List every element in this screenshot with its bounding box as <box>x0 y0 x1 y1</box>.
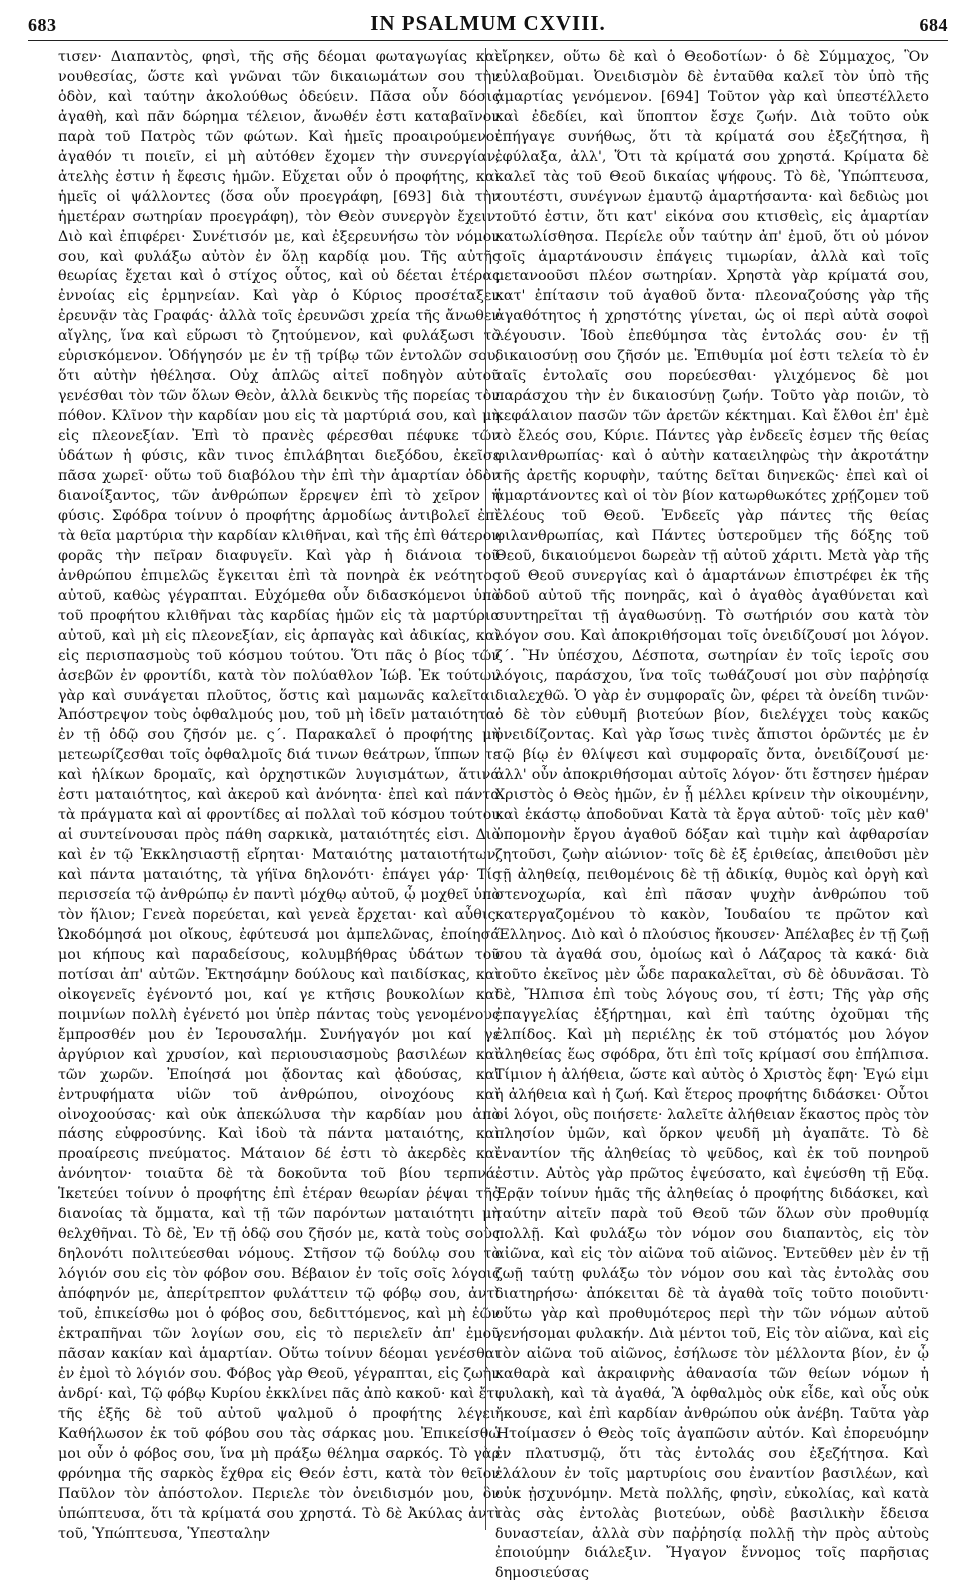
left-column-text: τισεν· Διαπαντὸς, φησὶ, τῆς σῆς δέομαι φωταγωγίας καὶ νουθεσίας, ὥστε καὶ γνῶναι τῶν δικαιωμάτων σου τὴν ὁδὸν, καὶ ταύτην ἀκολούθως ὁδεύειν. Πᾶσα οὖν δόσις ἀγαθὴ, καὶ πᾶν δώρημα τέλειον, ἄνωθέν ἐστι καταβαῖνον παρὰ τοῦ Πατρὸς τῶν φώτων. Καὶ ἡμεῖς προαιρούμενοι ἀγαθόν τι ποιεῖν, εἰ μὴ αὐτόθεν ἔχομεν τὴν συνεργίαν, ἀτελὴς ἐστιν ἡ ἔφεσις ἡμῶν. Εὔχεται οὖν ὁ προφήτης, καὶ ἡμεῖς οἱ ψάλλοντες (ὅσα οὖν προεγράφη, [693] διὰ τὴν ἡμετέραν σωτηρίαν προεγράφη), τὸν Θεὸν συνεργὸν ἔχειν. Διὸ καὶ ἐπιφέρει· Συνέτισόν με, καὶ ἐξερευνήσω τὸν νόμον σου, καὶ φυλάξω αὐτὸν ἐν ὅλῃ καρδίᾳ μου. Τῆς αὐτῆς θεωρίας ἔχεται καὶ ὁ στίχος οὗτος, καὶ οὐ δέεται ἑτέρας ἐννοίας εἰς ἑρμηνείαν. Καὶ γὰρ ὁ Κύριος προσέταξεν ἐρευνᾷν τὰς Γραφάς· ἀλλὰ τοῖς ἐρευνῶσι χρεία τῆς ἄνωθεν αἴγλης, ἵνα καὶ εὕρωσι τὸ ζητούμενον, καὶ φυλάξωσι τὸ εὑρισκόμενον. Ὁδήγησόν με ἐν τῇ τρίβῳ τῶν ἐντολῶν σου, ὅτι αὐτὴν ἠθέλησα. Οὐχ ἁπλῶς αἰτεῖ ποδηγὸν αὐτοῦ γενέσθαι τὸν τῶν ὅλων Θεὸν, ἀλλὰ δεικνὺς τῆς πορείας τὸν πόθον. Κλῖνον τὴν καρδίαν μου εἰς τὰ μαρτύριά σου, καὶ μὴ εἰς πλεονεξίαν. Ἐπὶ τὸ πρανὲς φέρεσθαι πέφυκε τῶν ὑδάτων ἡ φύσις, κἂν τινος ἐπιλάβηται διεξόδου, ἐκεῖσε πᾶσα χωρεῖ· οὕτω τοῦ διαβόλου τὴν ἐπὶ τὴν ἁμαρτίαν ὁδὸν διανοίξαντος, τῶν ἀνθρώπων ἔρρεψεν ἐπὶ τὸ χεῖρον ἡ φύσις. Σφόδρα τοίνυν ὁ προφήτης ἁρμοδίως ἀντιβολεῖ ἐπὶ τὰ θεῖα μαρτύρια τὴν καρδίαν κλιθῆναι, καὶ τῆς ἐπὶ θάτερον φορᾶς τὴν πεῖραν διαφυγεῖν. Καὶ γὰρ ἡ διάνοια τοῦ ἀνθρώπου ἐπιμελῶς ἔγκειται ἐπὶ τὰ πονηρὰ ἐκ νεότητος αὐτοῦ, καθὼς γέγραπται. Εὐχόμεθα οὖν διδασκόμενοι ὑπὸ τοῦ προφήτου κλιθῆναι τὰς καρδίας ἡμῶν εἰς τὰ μαρτύρια αὐτοῦ, καὶ μὴ εἰς πλεονεξίαν, εἰς ἁρπαγὰς καὶ ἀδικίας, καὶ εἰς περισπασμοὺς τοῦ κόσμου τούτου. Ὅτι πᾶς ὁ βίος τῶν ἀσεβῶν ἐν φροντίδι, κατὰ τὸν πολύαθλον Ἰώβ. Ἐκ τούτων γὰρ καὶ συνάγεται πλοῦτος, ὅστις καὶ μαμωνᾶς καλεῖται. Ἀπόστρεψον τοὺς ὀφθαλμούς μου, τοῦ μὴ ἰδεῖν ματαιότητα· ἐν τῇ ὁδῷ σου ζῆσόν με. ς΄. Παρακαλεῖ ὁ προφήτης μὴ μετεωρίζεσθαι τοῖς ὀφθαλμοῖς διά τινων θεάτρων, ἵππων τε καὶ ἡλίκων δρομαῖς, καὶ ὀρχηστικῶν λυγισμάτων, ἅτινά ἐστι ματαιότητος, καὶ ἀκεροῦ καὶ ἀνόνητα· ἐπεὶ καὶ πάντα τὰ πράγματα καὶ αἱ φροντίδες αἱ πολλαὶ τοῦ κόσμου τούτου αἱ συντείνουσαι πρὸς πάθη σαρκικὰ, ματαιότητές εἰσι. Διὸ καὶ ἐν τῷ Ἐκκλησιαστῇ εἴρηται· Ματαιότης ματαιοτήτων, καὶ πάντα ματαιότης, τὰ γήϊνα δηλονότι· ἐπάγει γάρ· Τίς περισσεία τῷ ἀνθρώπῳ ἐν παντὶ μόχθῳ αὐτοῦ, ᾧ μοχθεῖ ὑπὸ τὸν ἥλιον; Γενεὰ πορεύεται, καὶ γενεὰ ἔρχεται· καὶ αὖθις· Ὠκοδόμησά μοι οἴκους, ἐφύτευσά μοι ἀμπελῶνας, ἐποίησά μοι κήπους καὶ παραδείσους, κολυμβήθρας ὑδάτων τοῦ ποτίσαι ἀπ' αὐτῶν. Ἐκτησάμην δούλους καὶ παιδίσκας, καὶ οἰκογενεῖς ἐγένοντό μοι, καί γε κτῆσις βουκολίων καὶ ποιμνίων πολλὴ ἐγένετό μοι ὑπὲρ πάντας τοὺς γενομένους ἔμπροσθέν μου ἐν Ἱερουσαλήμ. Συνήγαγόν μοι καί γε ἀργύριον καὶ χρυσίον, καὶ περιουσιασμοὺς βασιλέων καὶ τῶν χωρῶν. Ἐποίησά μοι ᾄδοντας καὶ ᾀδούσας, καὶ ἐντρυφήματα υἱῶν τοῦ ἀνθρώπου, οἰνοχόους καὶ οἰνοχοούσας· καὶ οὐκ ἀπεκώλυσα τὴν καρδίαν μου ἀπὸ πάσης εὐφροσύνης. Καὶ ἰδοὺ τὰ πάντα ματαιότης, καὶ προαίρεσις πνεύματος. Μάταιον δέ ἐστι τὸ ἀκερδὲς καὶ ἀνόνητον· τοιαῦτα δὲ τὰ δοκοῦντα τοῦ βίου τερπνά. Ἱκετεύει τοίνυν ὁ προφήτης ἐπὶ ἑτέραν θεωρίαν ῥέψαι τῆς διανοίας τὰ ὄμματα, καὶ τῇ τῶν παρόντων ματαιότητι μὴ θελχθῆναι. Τὸ δὲ, Ἐν τῇ ὁδῷ σου ζῆσόν με, κατὰ τοὺς σοὺς δηλονότι πολιτεύεσθαι νόμους. Στῆσον τῷ δούλῳ σου τὸ λόγιόν σου εἰς τὸν φόβον σου. Βέβαιον ἐν τοῖς σοῖς λόγοις ἀπόφηνόν με, ἀπερίτρεπτον φυλάττειν τῷ φόβῳ σου, ἀντὶ τοῦ, ἐπικείσθω μοι ὁ φόβος σου, δεδιττόμενος, καὶ μὴ ἐῶν ἐκτραπῆναι τῶν λογίων σου, εἰς τὸ περιελεῖν ἀπ' ἐμοῦ πᾶσαν κακίαν καὶ ἁμαρτίαν. Οὕτω τοίνυν δέομαι γενέσθαι ἐν ἐμοὶ τὸ λόγιόν σου. Φόβος γὰρ Θεοῦ, γέγραπται, εἰς ζωὴν ἀνδρί· καὶ, Τῷ φόβῳ Κυρίου ἐκκλίνει πᾶς ἀπὸ κακοῦ· καὶ ἔτι τῆς ἑξῆς δὲ τοῦ αὐτοῦ ψαλμοῦ ὁ προφήτης λέγει· Καθήλωσον ἐκ τοῦ φόβου σου τὰς σάρκας μου. Ἐπικείσθω μοι οὖν ὁ φόβος σου, ἵνα μὴ πράξω θέλημα σαρκός. Τὸ γὰρ φρόνημα τῆς σαρκὸς ἔχθρα εἰς Θεόν ἐστι, κατὰ τὸν θεῖον Παῦλον τὸν ἀπόστολον. Περιελε τὸν ὀνειδισμόν μου, ὃν ὑπώπτευσα, ὅτι τὰ κρίματά σου χρηστά. Τὸ δὲ Ἀκύλας ἀντὶ τοῦ, Ὑπώπτευσα, Ὑπεσταλην <box>58 49 500 1542</box>
page-number-right: 684 <box>919 15 948 35</box>
right-column-text: εἴρηκεν, οὕτω δὲ καὶ ὁ Θεοδοτίων· ὁ δὲ Σύμμαχος, Ὃν εὐλαβοῦμαι. Ὀνειδισμὸν δὲ ἐνταῦθα καλεῖ τὸν ὑπὸ τῆς ἁμαρτίας γενόμενον. [694] Τοῦτον γὰρ καὶ ὑπεστέλλετο καὶ ἐδεδίει, καὶ ὕποπτον ἔσχε ζωήν. Διὰ τοῦτο οὐκ ἐπήγαγε συνήθως, ὅτι τὰ κρίματά σου ἐξεζήτησα, ἢ ἐφύλαξα, ἀλλ', Ὅτι τὰ κρίματά σου χρηστά. Κρίματα δὲ καλεῖ τὰς τοῦ Θεοῦ δικαίας ψήφους. Τὸ δὲ, Ὑπώπτευσα, τουτέστι, συνέγνων ἐμαυτῷ ἁμαρτήσαντα· καὶ δεδιὼς μοι τοῦτό ἐστιν, ὅτι κατ' εἰκόνα σου κτισθεὶς, εἰς ἁμαρτίαν κατωλίσθησα. Περίελε οὖν ταύτην ἀπ' ἐμοῦ, ὅτι οὐ μόνον τοῖς ἁμαρτάνουσιν ἐπάγεις τιμωρίαν, ἀλλὰ καὶ τοῖς μετανοοῦσι πλέον σωτηρίαν. Χρηστὰ γὰρ κρίματά σου, κατ' ἐπίτασιν τοῦ ἀγαθοῦ ὄντα· πλεοναζούσης γὰρ τῆς ἀγαθότητος ἡ χρηστότης γίνεται, ὡς οἱ περὶ αὐτὰ σοφοὶ λέγουσιν. Ἰδοὺ ἐπεθύμησα τὰς ἐντολάς σου· ἐν τῇ δικαιοσύνῃ σου ζῆσόν με. Ἐπιθυμία μοί ἐστι τελεία τὸ ἐν ταῖς ἐντολαῖς σου πορεύεσθαι· γλιχόμενος δὲ μοι παράσχου τὴν ἐν δικαιοσύνῃ ζωήν. Τοῦτο γὰρ ποιῶν, τὸ κεφάλαιον πασῶν τῶν ἀρετῶν κέκτημαι. Καὶ ἔλθοι ἐπ' ἐμὲ τὸ ἔλεός σου, Κύριε. Πάντες γὰρ ἐνδεεῖς ἐσμεν τῆς θείας φιλανθρωπίας· καὶ ὁ αὐτὴν καταειληφὼς τὴν ἀκροτάτην τῆς ἀρετῆς κορυφὴν, ταύτης δεῖται διηνεκῶς· ἐπεὶ καὶ οἱ ἁμαρτάνοντες καὶ οἱ τὸν βίον κατωρθωκότες χρῄζομεν τοῦ ἐλέους τοῦ Θεοῦ. Ἐνδεεῖς γὰρ πάντες τῆς θείας φιλανθρωπίας, καὶ Πάντες ὑστεροῦμεν τῆς δόξης τοῦ Θεοῦ, δικαιούμενοι δωρεὰν τῇ αὐτοῦ χάριτι. Μετὰ γὰρ τῆς τοῦ Θεοῦ συνεργίας καὶ ὁ ἁμαρτάνων ἐπιστρέφει ἐκ τῆς ὁδοῦ αὐτοῦ τῆς πονηρᾶς, καὶ ὁ ἀγαθὸς ἀγαθύνεται καὶ συντηρεῖται τῇ ἀγαθωσύνῃ. Τὸ σωτήριόν σου κατὰ τὸν λόγον σου. Καὶ ἀποκριθήσομαι τοῖς ὀνειδίζουσί μοι λόγον. ζ΄. Ἣν ὑπέσχου, Δέσποτα, σωτηρίαν ἐν τοῖς ἱεροῖς σου λόγοις, παράσχου, ἵνα τοῖς τωθάζουσί μοι σὺν παῤῥησίᾳ διαλεχθῶ. Ὁ γὰρ ἐν συμφοραῖς ὢν, φέρει τὰ ὀνείδη τινῶν· ὁ δὲ τὸν εὐθυμῆ βιοτεύων βίον, διελέγχει τοὺς κακῶς ὀνειδίζοντας. Καὶ γὰρ ἴσως τινὲς ἄπιστοι ὁρῶντές με ἐν τῷ βίῳ ἐν θλίψεσι καὶ συμφοραῖς ὄντα, ὀνειδίζουσί με· ἀλλ' οὖν ἀποκριθήσομαι αὐτοῖς λόγον· ὅτι ἔστησεν ἡμέραν Χριστὸς ὁ Θεὸς ἡμῶν, ἐν ᾗ μέλλει κρίνειν τὴν οἰκουμένην, καὶ ἑκάστῳ ἀποδοῦναι Κατὰ τὰ ἔργα αὐτοῦ· τοῖς μὲν καθ' ὑπομονὴν ἔργου ἀγαθοῦ δόξαν καὶ τιμὴν καὶ ἀφθαρσίαν ζητοῦσι, ζωὴν αἰώνιον· τοῖς δὲ ἐξ ἐριθείας, ἀπειθοῦσι μὲν τῇ ἀληθείᾳ, πειθομένοις δὲ τῇ ἀδικίᾳ, θυμὸς καὶ ὀργὴ καὶ στενοχωρία, καὶ ἐπὶ πᾶσαν ψυχὴν ἀνθρώπου τοῦ κατεργαζομένου τὸ κακὸν, Ἰουδαίου τε πρῶτον καὶ Ἕλληνος. Διὸ καὶ ὁ πλούσιος ἤκουσεν· Ἀπέλαβες ἐν τῇ ζωῇ σου τὰ ἀγαθά σου, ὁμοίως καὶ ὁ Λάζαρος τὰ κακά· διὰ τοῦτο ἐκεῖνος μὲν ὧδε παρακαλεῖται, σὺ δὲ ὀδυνᾶσαι. Τὸ δὲ, Ἤλπισα ἐπὶ τοὺς λόγους σου, τί ἐστι; Τῆς γὰρ σῆς ἐπαγγελίας ἐξήρτημαι, καὶ ἐπὶ ταύτης ὀχοῦμαι τῆς ἐλπίδος. Καὶ μὴ περιέλῃς ἐκ τοῦ στόματός μου λόγον ἀληθείας ἕως σφόδρα, ὅτι ἐπὶ τοῖς κρίμασί σου ἐπήλπισα. Τίμιον ἡ ἀλήθεια, ὥστε καὶ αὐτὸς ὁ Χριστὸς ἔφη· Ἐγώ εἰμι ἡ ἀλήθεια καὶ ἡ ζωή. Καὶ ἕτερος προφήτης διδάσκει· Οὗτοι οἱ λόγοι, οὓς ποιήσετε· λαλεῖτε ἀλήθειαν ἕκαστος πρὸς τὸν πλησίον ὑμῶν, καὶ ὅρκον ψευδῆ μὴ ἀγαπᾶτε. Τὸ δὲ ἐναντίον τῆς ἀληθείας τὸ ψεῦδος, καὶ ἐκ τοῦ πονηροῦ ἐστιν. Αὐτὸς γὰρ πρῶτος ἐψεύσατο, καὶ ἐψεύσθη τῇ Εὔᾳ. Ἐρᾷν τοίνυν ἡμᾶς τῆς ἀληθείας ὁ προφήτης διδάσκει, καὶ ταύτην αἰτεῖν παρὰ τοῦ Θεοῦ τῶν ὅλων σὺν προθυμίᾳ πολλῇ. Καὶ φυλάξω τὸν νόμον σου διαπαντὸς, εἰς τὸν αἰῶνα, καὶ εἰς τὸν αἰῶνα τοῦ αἰῶνος. Ἐντεῦθεν μὲν ἐν τῇ ζωῇ ταύτῃ φυλάξω τὸν νόμον σου καὶ τὰς ἐντολὰς σου διατηρήσω· ἀπόκειται δὲ τὰ ἀγαθὰ τοῖς τοῦτο ποιοῦντι· οὕτω γὰρ καὶ προθυμότερος περὶ τὴν τῶν νόμων αὐτοῦ γενήσομαι φυλακήν. Διὰ μέντοι τοῦ, Εἰς τὸν αἰῶνα, καὶ εἰς τὸν αἰῶνα τοῦ αἰῶνος, ἐσήλωσε τὸν μέλλοντα βίον, ἐν ᾧ καθαρὰ καὶ ἀκραιφνὴς ἀθανασία τῶν θείων νόμων ἡ φυλακὴ, καὶ τὰ ἀγαθά, Ἃ ὀφθαλμὸς οὐκ εἶδε, καὶ οὖς οὐκ ἤκουσε, καὶ ἐπὶ καρδίαν ἀνθρώπου οὐκ ἀνέβη. Ταῦτα γὰρ Ἡτοίμασεν ὁ Θεὸς τοῖς ἀγαπῶσιν αὐτόν. Καὶ ἐπορευόμην ἐν πλατυσμῷ, ὅτι τὰς ἐντολάς σου ἐξεζήτησα. Καὶ ἐλάλουν ἐν τοῖς μαρτυρίοις σου ἐναντίον βασιλέων, καὶ οὐκ ᾐσχυνόμην. Μετὰ πολλῆς, φησὶν, εὐκολίας, καὶ κατὰ τὰς σὰς ἐντολὰς βιοτεύων, οὐδὲ βασιλικὴν ἔδεισα δυναστείαν, ἀλλὰ σὺν παῤῥησίᾳ πολλῇ τὴν πρὸς αὐτοὺς ἐποιούμην διάλεξιν. Ἤγαγον ἔννομος τοῖς παρῆσιας δημοσιεύσας <box>495 49 929 1582</box>
running-title: IN PSALMUM CXVIII. <box>370 11 606 35</box>
right-column <box>495 48 929 1582</box>
running-header <box>28 10 948 36</box>
column-divider <box>485 48 486 1530</box>
left-column <box>58 48 500 1542</box>
header-rule <box>28 40 948 41</box>
page-number-left: 683 <box>28 15 57 35</box>
